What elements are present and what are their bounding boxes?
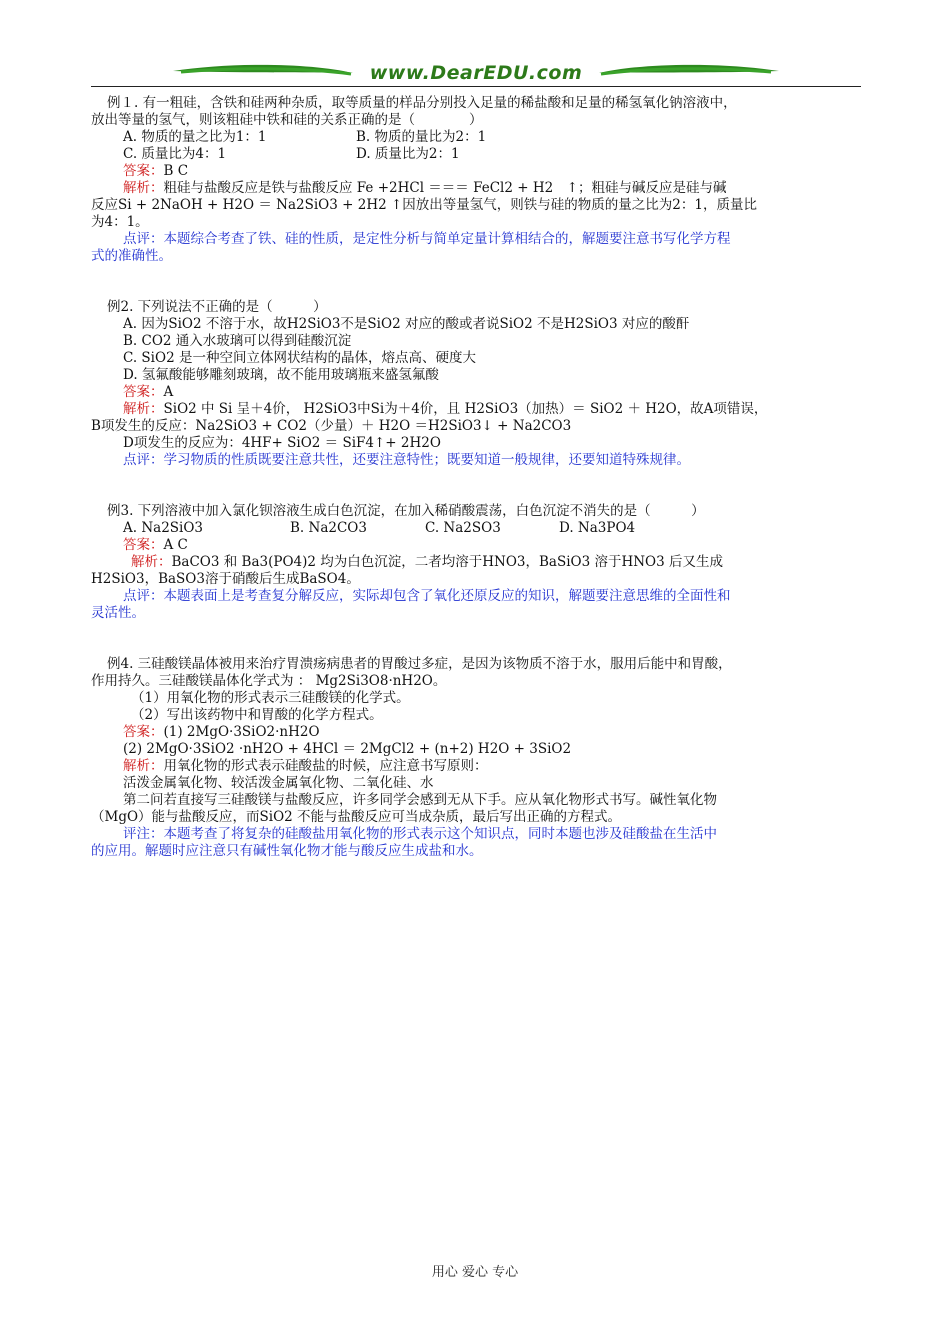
- ex3-option-c: C. Na2SO3: [425, 520, 501, 536]
- ex3-option-b: B. Na2CO3: [290, 520, 367, 536]
- ex4-analysis-label: 解析：: [123, 758, 164, 774]
- ex3-analysis-text: BaCO3 和 Ba3(PO4)2 均为白色沉淀，二者均溶于HNO3，BaSiO3 溶于HNO3 后又生成: [171, 554, 724, 570]
- ex3-options: [91, 520, 863, 537]
- ex1-answer: [91, 163, 863, 180]
- ex2-answer-label: 答案：: [123, 384, 164, 400]
- ex3-question: 例3. 下列溶液中加入氯化钡溶液生成白色沉淀，在加入稀硝酸震荡，白色沉淀不消失的是（ ）: [107, 503, 705, 519]
- ex1-answer-value: B C: [163, 163, 189, 179]
- ex2-analysis-text: SiO2 中 Si 呈＋4价， H2SiO3中Si为＋4价，且 H2SiO3（加热）＝ SiO2 ＋ H2O，故A项错误，: [163, 401, 768, 417]
- ex2-answer-value: A: [163, 384, 174, 400]
- ex3-answer: [91, 537, 863, 554]
- ex3-answer-value: A C: [163, 537, 188, 553]
- ex1-question-cont: 放出等量的氢气，则该粗硅中铁和硅的关系正确的是（ ）: [91, 112, 483, 128]
- ex1-option-c: C. 质量比为4：1: [123, 146, 227, 162]
- ex2-answer: [91, 384, 863, 401]
- ex1-options-cd: [91, 146, 863, 163]
- ex1-analysis-label: 解析：: [123, 180, 164, 196]
- ex4-question-cont: 作用持久。三硅酸镁晶体化学式为 ： Mg2Si3O8·nH2O。: [91, 673, 447, 689]
- ex2-analysis: [91, 401, 863, 418]
- ex1-option-b: B. 物质的量比为2：1: [356, 129, 487, 145]
- ex1-option-a: A. 物质的量之比为1：1: [123, 129, 267, 145]
- ex4-subquestion-1: （1）用氧化物的形式表示三硅酸镁的化学式。: [131, 690, 410, 706]
- ex2-question: 例2. 下列说法不正确的是（ ）: [107, 299, 327, 315]
- ex3-comment: 点评：本题表面上是考查复分解反应，实际却包含了氧化还原反应的知识，解题要注意思维的全面性和: [123, 588, 731, 604]
- ex3-answer-label: 答案：: [123, 537, 164, 553]
- ex4-question: 例4. 三硅酸镁晶体被用来治疗胃溃疡病患者的胃酸过多症，是因为该物质不溶于水，服用后能中和胃酸，: [107, 656, 732, 672]
- ex1-analysis: [91, 180, 863, 197]
- ex4-analysis: [91, 758, 863, 775]
- ex2-option-a: A. 因为SiO2 不溶于水，故H2SiO3不是SiO2 对应的酸或者说SiO2 不是H2SiO3 对应的酸酐: [123, 316, 690, 332]
- ex4-answer-value: (1) 2MgO·3SiO2·nH2O: [163, 724, 320, 740]
- ex4-answer-label: 答案：: [123, 724, 164, 740]
- ex3-option-a: A. Na2SiO3: [123, 520, 204, 536]
- ex1-analysis-text: 粗硅与盐酸反应是铁与盐酸反应 Fe +2HCl ＝＝＝ FeCl2 + H2 ↑；粗硅与碱反应是硅与碱: [163, 180, 727, 196]
- header-rule: [91, 86, 861, 87]
- ex3-analysis: [91, 554, 863, 571]
- ex1-option-d: D. 质量比为2：1: [356, 146, 460, 162]
- ex4-subquestion-2: （2）写出该药物中和胃酸的化学方程式。: [131, 707, 383, 723]
- ex1-analysis-cont: 反应Si + 2NaOH + H2O ＝ Na2SiO3 + 2H2 ↑因放出等量氢气，则铁与硅的物质的量之比为2：1，质量比: [91, 197, 757, 213]
- ex4-analysis-text: 用氧化物的形式表示硅酸盐的时候，应注意书写原则：: [163, 758, 488, 774]
- ex4-answer: [91, 724, 863, 741]
- ex3-comment-cont: 灵活性。: [91, 605, 145, 621]
- ex4-comment-cont: 的应用。解题时应注意只有碱性氧化物才能与酸反应生成盐和水。: [91, 843, 483, 859]
- ex3-option-d: D. Na3PO4: [559, 520, 636, 536]
- ex2-analysis-label: 解析：: [123, 401, 164, 417]
- ex2-option-c: C. SiO2 是一种空间立体网状结构的晶体，熔点高、硬度大: [123, 350, 476, 366]
- document-body: [91, 95, 863, 860]
- ex3-analysis-label: 解析：: [131, 554, 172, 570]
- ex4-analysis-cont2: 第二问若直接写三硅酸镁与盐酸反应，许多同学会感到无从下手。应从氧化物形式书写。碱性氧化物: [123, 792, 717, 808]
- ex1-analysis-cont2: 为4：1。: [91, 214, 149, 230]
- ex2-option-d: D. 氢氟酸能够雕刻玻璃，故不能用玻璃瓶来盛氢氟酸: [123, 367, 439, 383]
- ex2-comment: 点评：学习物质的性质既要注意共性，还要注意特性；既要知道一般规律，还要知道特殊规律。: [123, 452, 690, 468]
- ex4-analysis-cont3: （MgO）能与盐酸反应，而SiO2 不能与盐酸反应可当成杂质，最后写出正确的方程式。: [91, 809, 622, 825]
- ex1-comment-cont: 式的准确性。: [91, 248, 172, 264]
- ex1-options-ab: [91, 129, 863, 146]
- site-logo-text: www.DearEDU.com: [369, 62, 583, 84]
- ex1-comment: 点评：本题综合考查了铁、硅的性质，是定性分析与简单定量计算相结合的，解题要注意书写化学方程: [123, 231, 731, 247]
- ex4-comment: 评注：本题考查了将复杂的硅酸盐用氧化物的形式表示这个知识点，同时本题也涉及硅酸盐在生活中: [123, 826, 717, 842]
- ex1-question: 例１. 有一粗硅，含铁和硅两种杂质，取等质量的样品分别投入足量的稀盐酸和足量的稀氢氧化钠溶液中，: [107, 95, 737, 111]
- ex2-option-b: B. CO2 通入水玻璃可以得到硅酸沉淀: [123, 333, 352, 349]
- ex4-answer-2: (2) 2MgO·3SiO2 ·nH2O + 4HCl ＝ 2MgCl2 + (n+2) H2O + 3SiO2: [123, 741, 572, 757]
- ex4-analysis-cont: 活泼金属氧化物、较活泼金属氧化物、二氧化硅、水: [123, 775, 434, 791]
- ex2-analysis-cont: B项发生的反应：Na2SiO3 + CO2（少量）＋ H2O ＝H2SiO3↓ + Na2CO3: [91, 418, 572, 434]
- ex1-answer-label: 答案：: [123, 163, 164, 179]
- page-footer: 用心 爱心 专心: [431, 1265, 519, 1280]
- ex3-analysis-cont: H2SiO3，BaSO3溶于硝酸后生成BaSO4。: [91, 571, 360, 587]
- ex2-analysis-cont2: D项发生的反应为：4HF+ SiO2 ＝ SiF4↑+ 2H2O: [123, 435, 441, 451]
